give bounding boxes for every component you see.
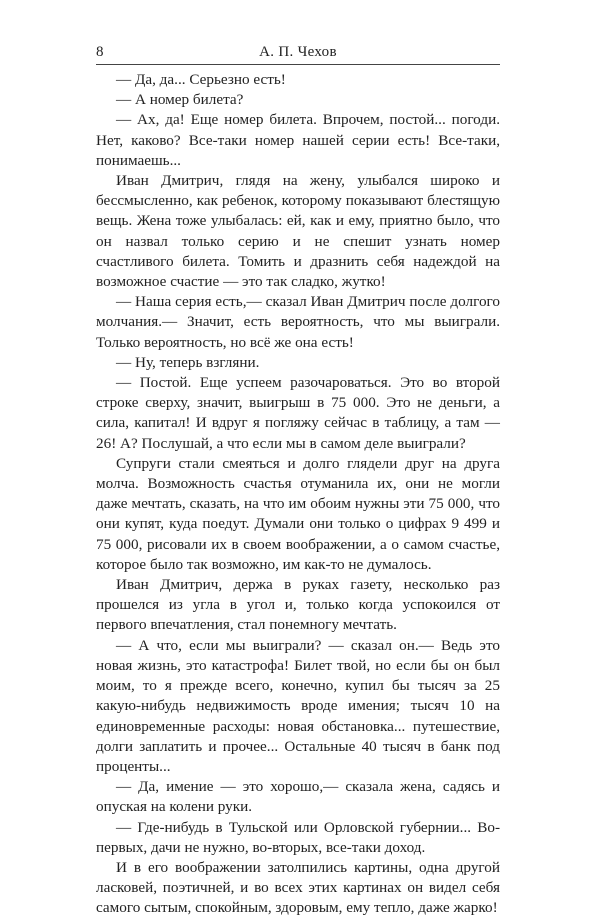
paragraph: — Постой. Еще успеем разочароваться. Это во второй строке сверху, значит, выигрыш в 75 000. Это не деньги, а сила, капитал! И вдруг я погляжу сейчас в таблицу, а там — 26! А? Послушай, а что если мы в самом деле выиграли? [96,374,500,452]
paragraph: — А что, если мы выиграли? — сказал он.— Ведь это новая жизнь, это катастрофа! Билет твой, но если бы он был моим, то я прежде всего, конечно, купил бы тысяч за 25 какую-нибудь недвижимость вроде имения; тысяч 10 на единовременные расходы: новая обстановка... путешествие, долги заплатить и прочее... Остальные 40 тысяч в банк под проценты... [96,636,500,775]
paragraph: И в его воображении затолпились картины, одна другой ласковей, поэтичней, и во всех этих картинах он видел себя самого сытым, спокойным, здоровым, ему тепло, даже жарко! [96,858,500,917]
paragraph: — А номер билета? [116,91,244,109]
page-number: 8 [96,44,104,60]
paragraph: — Да, да... Серьезно есть! [116,71,286,88]
paragraph: — Ну, теперь взгляни. [116,353,260,371]
paragraph: — Где-нибудь в Тульской или Орловской губернии... Во-первых, дачи не нужно, во-вторых, все-таки доход. [96,818,500,856]
paragraph: Иван Дмитрич, держа в руках газету, несколько раз прошелся из угла в угол и, только когда успокоился от первого впечатления, стал понемногу мечтать. [96,576,500,634]
paragraph: Супруги стали смеяться и долго глядели друг на друга молча. Возможность счастья отуманила их, они не могли даже мечтать, сказать, на что им обоим нужны эти 75 000, что они купят, куда поедут. Думали они только о цифрах 9 499 и 75 000, рисовали их в своем воображении, а о самом счастье, которое было так возможно, им как-то не думалось. [96,454,500,573]
paragraph: Иван Дмитрич, глядя на жену, улыбался широко и бессмысленно, как ребенок, которому показывают блестящую вещь. Жена тоже улыбалась: ей, как и ему, приятно было, что он назвал только серию и не спешит узнать номер счастливого билета. Томить и дразнить себя надеждой на возможное счастие — это так сладко, жутко! [96,172,500,291]
paragraph: — Наша серия есть,— сказал Иван Дмитрич после долгого молчания.— Значит, есть вероятность, что мы выиграли. Только вероятность, но всё же она есть! [96,293,500,351]
header-rule [96,64,500,65]
paragraph: — Да, имение — это хорошо,— сказала жена, садясь и опуская на колени руки. [96,778,500,816]
running-header [96,40,500,64]
paragraph: — Ах, да! Еще номер билета. Впрочем, постой... погоди. Нет, каково? Все-таки номер нашей серии есть! Все-таки, понимаешь... [96,111,500,169]
body-text [96,70,500,919]
running-title: А. П. Чехов [259,44,337,60]
